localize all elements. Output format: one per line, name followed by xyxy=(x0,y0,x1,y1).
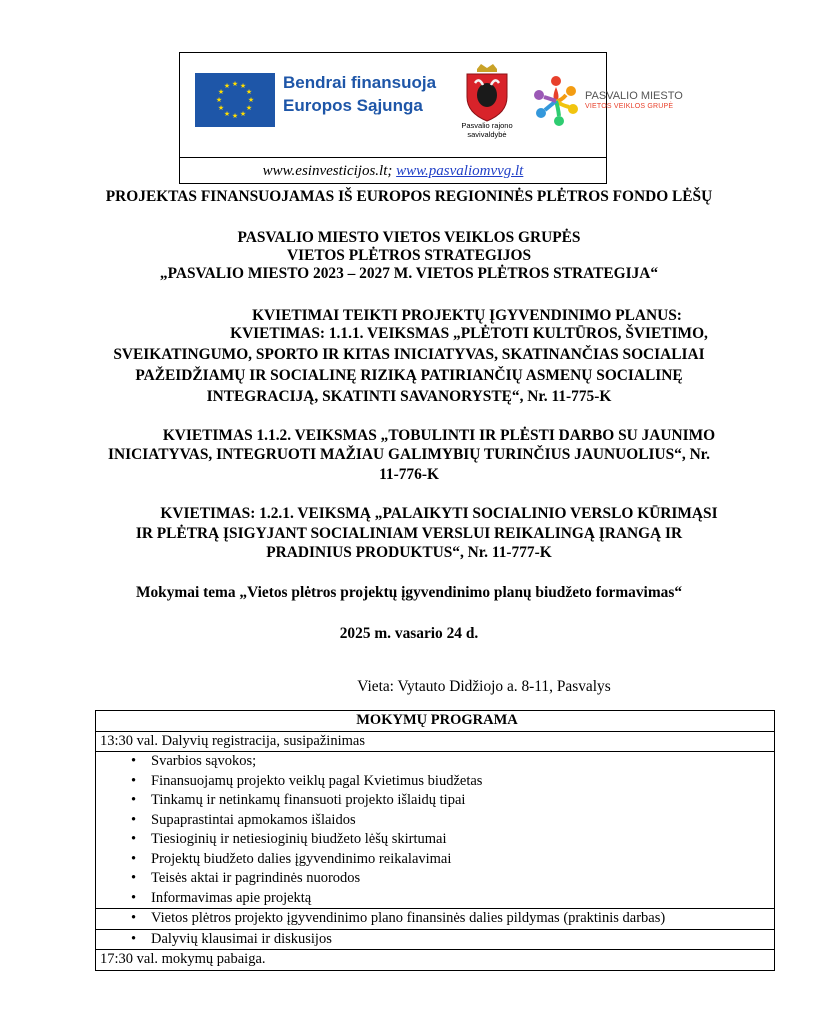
coat-of-arms-icon xyxy=(461,63,513,123)
call-3-line-1: KVIETIMAS: 1.2.1. VEIKSMĄ „PALAIKYTI SOCIALINIO VERSLO KŪRIMĄSI xyxy=(160,505,718,522)
call-2-line-3: 11-776-K xyxy=(379,466,439,483)
call-2-line-1: KVIETIMAS 1.1.2. VEIKSMAS „TOBULINTI IR PLĖSTI DARBO SU JAUNIMO xyxy=(162,427,716,444)
logo-header-box xyxy=(179,52,683,184)
topics-list xyxy=(96,751,774,908)
svg-text:★: ★ xyxy=(247,96,255,104)
lag-name-line: PASVALIO MIESTO VIETOS VEIKLOS GRUPĖS xyxy=(237,229,581,246)
svg-text:★: ★ xyxy=(245,88,253,96)
svg-text:★: ★ xyxy=(231,80,239,88)
call-heading: KVIETIMAI TEIKTI PROJEKTŲ ĮGYVENDINIMO PLANUS: xyxy=(252,307,682,324)
svg-text:★: ★ xyxy=(217,104,225,112)
list-item: • Teisės aktai ir pagrindinės nuorodos xyxy=(96,869,774,889)
strategy-title-line: „PASVALIO MIESTO 2023 – 2027 M. VIETOS PLĖTROS STRATEGIJA“ xyxy=(159,265,659,282)
list-item: • Projektų biudžeto dalies įgyvendinimo reikalavimai xyxy=(96,850,774,870)
list-item: • Vietos plėtros projekto įgyvendinimo plano finansinės dalies pildymas (praktinis darbas) xyxy=(96,909,774,929)
training-venue: Vieta: Vytauto Didžiojo a. 8-11, Pasvalys xyxy=(357,678,611,695)
lag-website-link[interactable]: www.pasvaliomvvg.lt xyxy=(396,163,524,179)
call-1-line-2: SVEIKATINGUMO, SPORTO IR KITAS INICIATYVAS, SKATINANČIAS SOCIALIAI xyxy=(113,346,705,363)
svg-text:★: ★ xyxy=(223,110,231,118)
practical-row xyxy=(96,908,774,929)
call-1-line-3: PAŽEIDŽIAMŲ IR SOCIALINĘ RIZIKĄ PATIRIANČIŲ ASMENŲ SOCIALINĘ xyxy=(135,367,683,384)
training-topic: Mokymai tema „Vietos plėtros projektų įgyvendinimo planų biudžeto formavimas“ xyxy=(135,584,683,601)
list-item: • Supaprastintai apmokamos išlaidos xyxy=(96,811,774,831)
strategy-line: VIETOS PLĖTROS STRATEGIJOS xyxy=(286,247,532,264)
svg-text:★: ★ xyxy=(223,82,231,90)
svg-text:★: ★ xyxy=(231,112,239,120)
lag-title: PASVALIO MIESTO xyxy=(585,90,683,102)
list-item: • Tiesioginių ir netiesioginių biudžeto lėšų skirtumai xyxy=(96,830,774,850)
list-item: • Dalyvių klausimai ir diskusijos xyxy=(96,930,774,950)
web-text: www.esinvesticijos.lt; xyxy=(262,163,397,179)
call-1-line-4: INTEGRACIJĄ, SKATINTI SAVANORYSTĘ“, Nr. 11-775-K xyxy=(206,388,612,405)
registration-row: 13:30 val. Dalyvių registracija, susipažinimas xyxy=(96,731,774,752)
program-table xyxy=(95,710,775,971)
discussion-row xyxy=(96,929,774,950)
svg-text:★: ★ xyxy=(239,82,247,90)
eu-line-1: Bendrai finansuoja xyxy=(283,73,437,92)
funding-line: PROJEKTAS FINANSUOJAMAS IŠ EUROPOS REGIONINĖS PLĖTROS FONDO LĖŠŲ xyxy=(105,188,713,205)
call-2-line-2: INICIATYVAS, INTEGRUOTI MAŽIAU GALIMYBIŲ TURINČIUS JAUNUOLIUS“, Nr. xyxy=(108,446,710,463)
end-row: 17:30 val. mokymų pabaiga. xyxy=(96,949,774,970)
svg-text:★: ★ xyxy=(217,88,225,96)
lag-logo-icon xyxy=(531,71,581,131)
call-1-line-1: KVIETIMAS: 1.1.1. VEIKSMAS „PLĖTOTI KULTŪROS, ŠVIETIMO, xyxy=(230,325,708,342)
web-links-row xyxy=(180,157,606,184)
list-item: • Informavimas apie projektą xyxy=(96,889,774,909)
list-item: • Tinkamų ir netinkamų finansuoti projekto išlaidų tipai xyxy=(96,791,774,811)
call-3-line-3: PRADINIUS PRODUKTUS“, Nr. 11-777-K xyxy=(266,544,552,561)
eu-flag-icon xyxy=(195,73,275,127)
list-item: • Finansuojamų projekto veiklų pagal Kvietimus biudžetas xyxy=(96,772,774,792)
call-3-line-2: IR PLĖTRĄ ĮSIGYJANT SOCIALINIAM VERSLUI REIKALINGĄ ĮRANGĄ IR xyxy=(135,525,683,542)
eu-cofinanced-text xyxy=(283,71,436,117)
program-title: MOKYMŲ PROGRAMA xyxy=(356,712,518,728)
training-date: 2025 m. vasario 24 d. xyxy=(339,625,479,642)
list-item: • Svarbios sąvokos; xyxy=(96,752,774,772)
municipality-caption: Pasvalio rajono savivaldybė xyxy=(461,121,513,139)
logo-row xyxy=(180,53,683,157)
svg-text:★: ★ xyxy=(215,96,223,104)
lag-subtitle: VIETOS VEIKLOS GRUPĖ xyxy=(585,103,674,110)
svg-text:★: ★ xyxy=(239,110,247,118)
svg-text:★: ★ xyxy=(245,104,253,112)
eu-line-2: Europos Sąjunga xyxy=(283,96,423,115)
